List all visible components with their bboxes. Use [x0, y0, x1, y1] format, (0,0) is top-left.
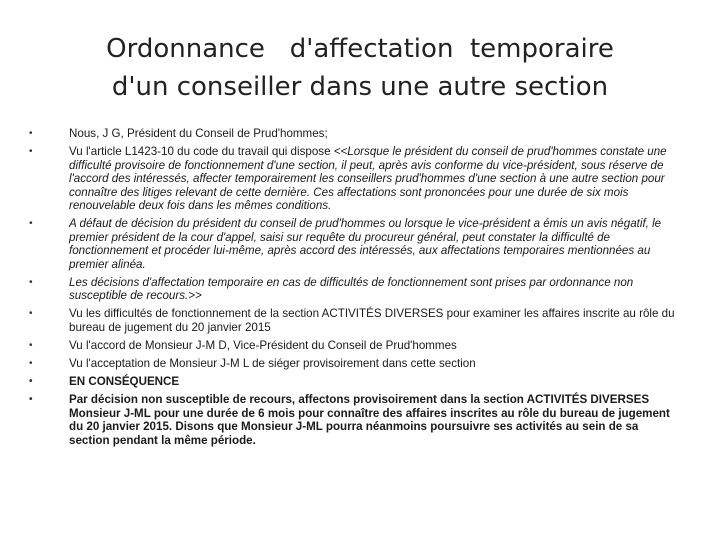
bullet-icon: •: [29, 339, 33, 351]
title-line-2: d'un conseiller dans une autre section: [111, 72, 609, 102]
list-item: [27, 217, 677, 271]
page-title: [40, 30, 680, 106]
item-text: Vu l'acceptation de Monsieur J-M L de siéger provisoirement dans cette section: [69, 357, 476, 371]
bullet-icon: •: [29, 128, 33, 139]
bullet-icon: •: [29, 218, 33, 230]
list-item: [27, 357, 677, 371]
item-text: Les décisions d'affectation temporaire en cas de difficultés de fonctionnement sont prises par ordonnance non susceptible de recours.>>: [69, 275, 634, 303]
list-item: [27, 339, 677, 353]
list-item: [27, 276, 677, 303]
item-text: Vu les difficultés de fonctionnement de la section ACTIVITÉS DIVERSES pour examiner les affaires inscrite au rôle du bureau de jugement du 20 janvier 2015: [69, 307, 675, 334]
bullet-icon: •: [29, 146, 33, 158]
bullet-icon: •: [29, 394, 33, 406]
list-item: [27, 145, 677, 213]
bullet-icon: •: [29, 308, 33, 320]
item-text: Nous, J G, Président du Conseil de Prud'hommes;: [69, 127, 328, 140]
list-item: [27, 393, 677, 447]
item-lead-text: Vu l'article L1423-10 du code du travail qui dispose: [69, 145, 334, 159]
list-item: [27, 375, 677, 389]
bullet-icon: •: [29, 376, 33, 388]
title-line-1: Ordonnance d'affectation temporaire: [106, 34, 614, 64]
item-text: Vu l'accord de Monsieur J-M D, Vice-Président du Conseil de Prud'hommes: [69, 338, 457, 352]
bullet-icon: •: [29, 276, 33, 288]
list-item: [27, 127, 677, 141]
item-text: A défaut de décision du président du conseil de prud'hommes ou lorsque le vice-président a émis un avis négatif, le premier président de la cour d'appel, saisi sur requête du procureur général, peut constater la difficulté de fonctionnement et procéder lui-même, après accord des intéressés, aux affectations temporaires mentionnées au premier alinéa.: [69, 217, 662, 271]
bullet-list: [27, 127, 677, 452]
item-text: Par décision non susceptible de recours, affectons provisoirement dans la section ACTIVITÉS DIVERSES Monsieur J-ML pour une durée de 6 mois pour connaître des affaires inscrites au rôle du bureau de jugement du 20 janvier 2015. Disons que Monsieur J-ML pourra néanmoins poursuivre ses activités au sein de sa section pendant la même période.: [69, 393, 670, 447]
bullet-icon: •: [29, 358, 33, 370]
item-quote-text: <<Lorsque le président du conseil de prud'hommes constate une difficulté provisoire de fonctionnement d'une section, il peut, après avis conforme du vice-président, sous réserve de l'accord des intéressés, affecter temporairement les conseillers prud'hommes d'une section à une autre section pour connaître des litiges relevant de cette dernière. Ces affectations sont prononcées pour une durée de six mois renouvelable deux fois dans les mêmes conditions.: [69, 145, 667, 213]
list-item: [27, 307, 677, 334]
item-text: EN CONSÉQUENCE: [69, 375, 180, 389]
